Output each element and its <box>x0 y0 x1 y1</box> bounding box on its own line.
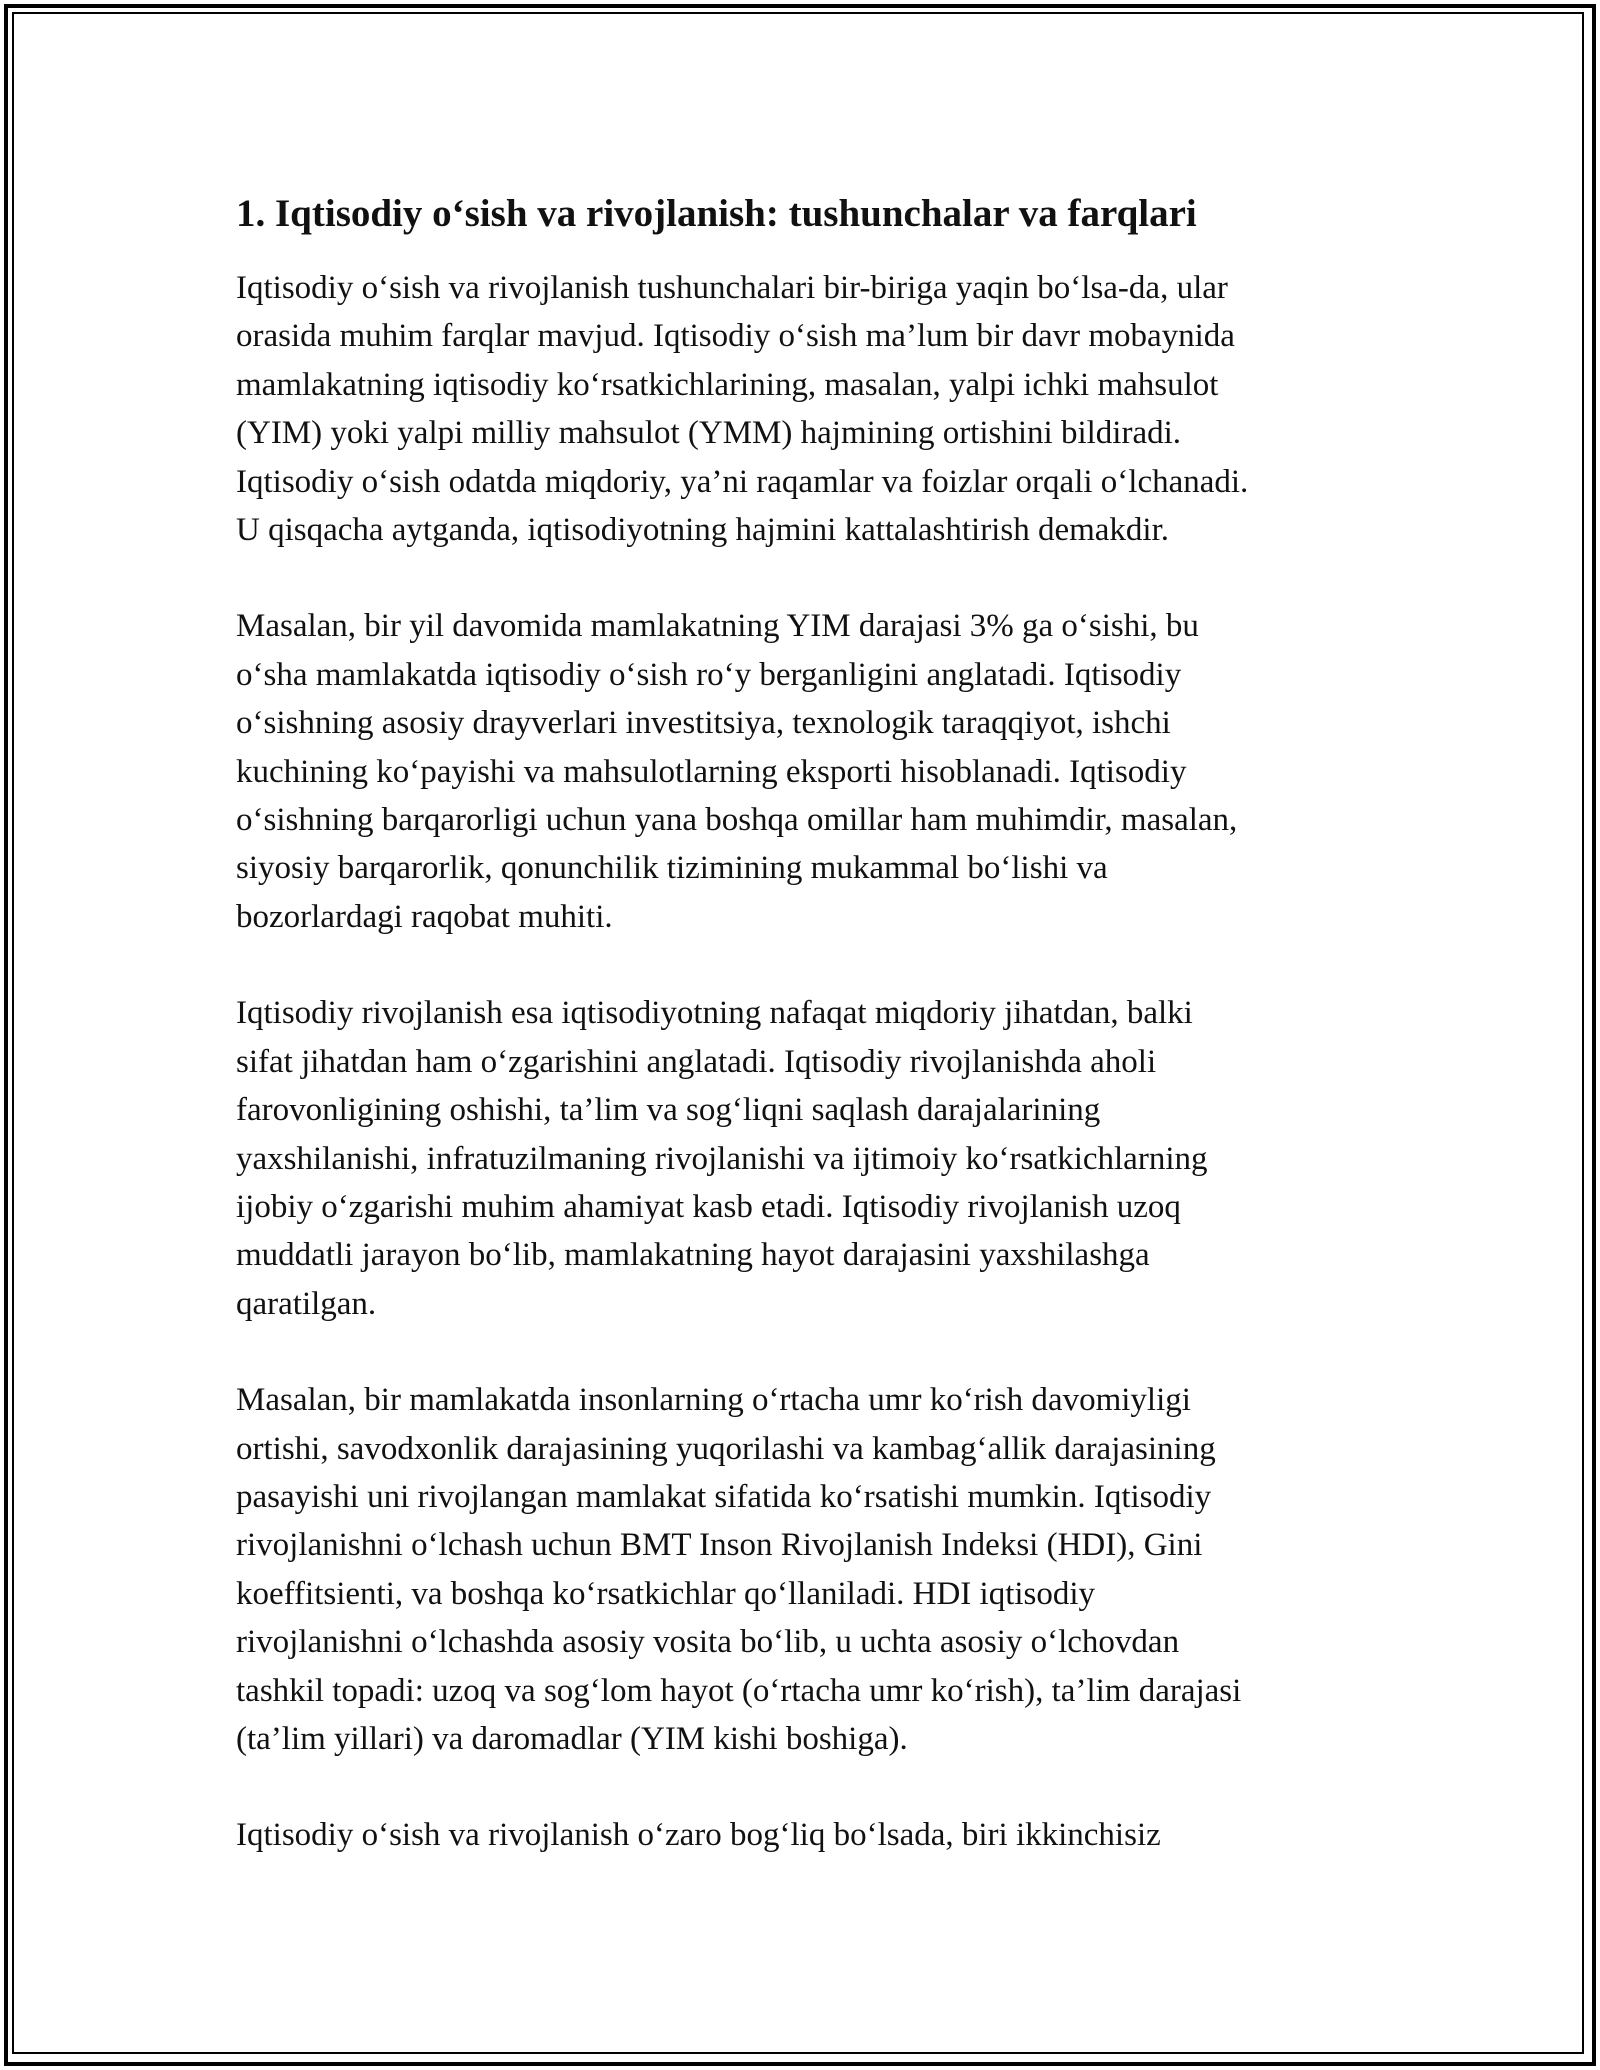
text-line: Iqtisodiy o‘sish va rivojlanish tushunchalari bir-biriga yaqin bo‘lsa-da, ular <box>236 270 1228 306</box>
text-line: orasida muhim farqlar mavjud. Iqtisodiy o‘sish ma’lum bir davr mobaynida <box>236 318 1235 355</box>
text-line: kuchining ko‘payishi va mahsulotlarning eksporti hisoblanadi. Iqtisodiy <box>236 753 1187 790</box>
text-line: U qisqacha aytganda, iqtisodiyotning hajmini kattalashtirish demakdir. <box>236 512 1169 549</box>
text-line: Iqtisodiy o‘sish va rivojlanish o‘zaro bog‘liq bo‘lsada, biri ikkinchisiz <box>236 1817 1161 1854</box>
text-line: ijobiy o‘zgarishi muhim ahamiyat kasb etadi. Iqtisodiy rivojlanish uzoq <box>236 1188 1181 1225</box>
text-line: (YIM) yoki yalpi milliy mahsulot (YMM) hajmining ortishini bildiradi. <box>236 415 1182 452</box>
paragraph-2 <box>236 602 1366 941</box>
text-line: tashkil topadi: uzoq va sog‘lom hayot (o‘rtacha umr ko‘rish), ta’lim darajasi <box>236 1672 1242 1709</box>
text-line: mamlakatning iqtisodiy ko‘rsatkichlarining, masalan, yalpi ichki mahsulot <box>236 366 1219 403</box>
paragraph-4 <box>236 1376 1366 1763</box>
text-line: ortishi, savodxonlik darajasining yuqorilashi va kambag‘allik darajasining <box>236 1430 1216 1467</box>
text-line: o‘sha mamlakatda iqtisodiy o‘sish ro‘y berganligini anglatadi. Iqtisodiy <box>236 656 1182 693</box>
text-line: rivojlanishni o‘lchashda asosiy vosita bo‘lib, u uchta asosiy o‘lchovdan <box>236 1624 1180 1661</box>
text-line: o‘sishning asosiy drayverlari investitsiya, texnologik taraqqiyot, ishchi <box>236 705 1171 742</box>
text-line: sifat jihatdan ham o‘zgarishini anglatadi. Iqtisodiy rivojlanishda aholi <box>236 1043 1157 1080</box>
text-line: qaratilgan. <box>236 1285 377 1322</box>
text-line: farovonligining oshishi, ta’lim va sog‘liqni saqlash darajalarining <box>236 1092 1101 1129</box>
text-line: yaxshilanishi, infratuzilmaning rivojlanishi va ijtimoiy ko‘rsatkichlarning <box>236 1140 1208 1177</box>
section-heading: 1. Iqtisodiy o‘sish va rivojlanish: tushunchalar va farqlari <box>236 192 1197 235</box>
text-line: siyosiy barqarorlik, qonunchilik tizimining mukammal bo‘lishi va <box>236 850 1108 887</box>
text-line: muddatli jarayon bo‘lib, mamlakatning hayot darajasini yaxshilashga <box>236 1237 1150 1274</box>
paragraph-list <box>236 264 1366 1860</box>
text-line: bozorlardagi raqobat muhiti. <box>236 898 613 935</box>
text-line: Iqtisodiy rivojlanish esa iqtisodiyotning nafaqat miqdoriy jihatdan, balki <box>236 995 1193 1032</box>
text-line: Masalan, bir yil davomida mamlakatning YIM darajasi 3% ga o‘sishi, bu <box>236 608 1199 645</box>
text-line: rivojlanishni o‘lchash uchun BMT Inson Rivojlanish Indeksi (HDI), Gini <box>236 1527 1203 1564</box>
paragraph-5 <box>236 1811 1366 1859</box>
text-line: o‘sishning barqarorligi uchun yana boshqa omillar ham muhimdir, masalan, <box>236 802 1238 839</box>
text-line: (ta’lim yillari) va daromadlar (YIM kishi boshiga). <box>236 1720 908 1757</box>
text-line: koeffitsienti, va boshqa ko‘rsatkichlar qo‘llaniladi. HDI iqtisodiy <box>236 1575 1096 1612</box>
paragraph-3 <box>236 989 1366 1328</box>
document-body <box>236 186 1366 1908</box>
text-line: Masalan, bir mamlakatda insonlarning o‘rtacha umr ko‘rish davomiyligi <box>236 1382 1191 1419</box>
text-line: Iqtisodiy o‘sish odatda miqdoriy, ya’ni raqamlar va foizlar orqali o‘lchanadi. <box>236 463 1249 500</box>
text-line: pasayishi uni rivojlangan mamlakat sifatida ko‘rsatishi mumkin. Iqtisodiy <box>236 1478 1212 1515</box>
paragraph-1 <box>236 264 1366 554</box>
